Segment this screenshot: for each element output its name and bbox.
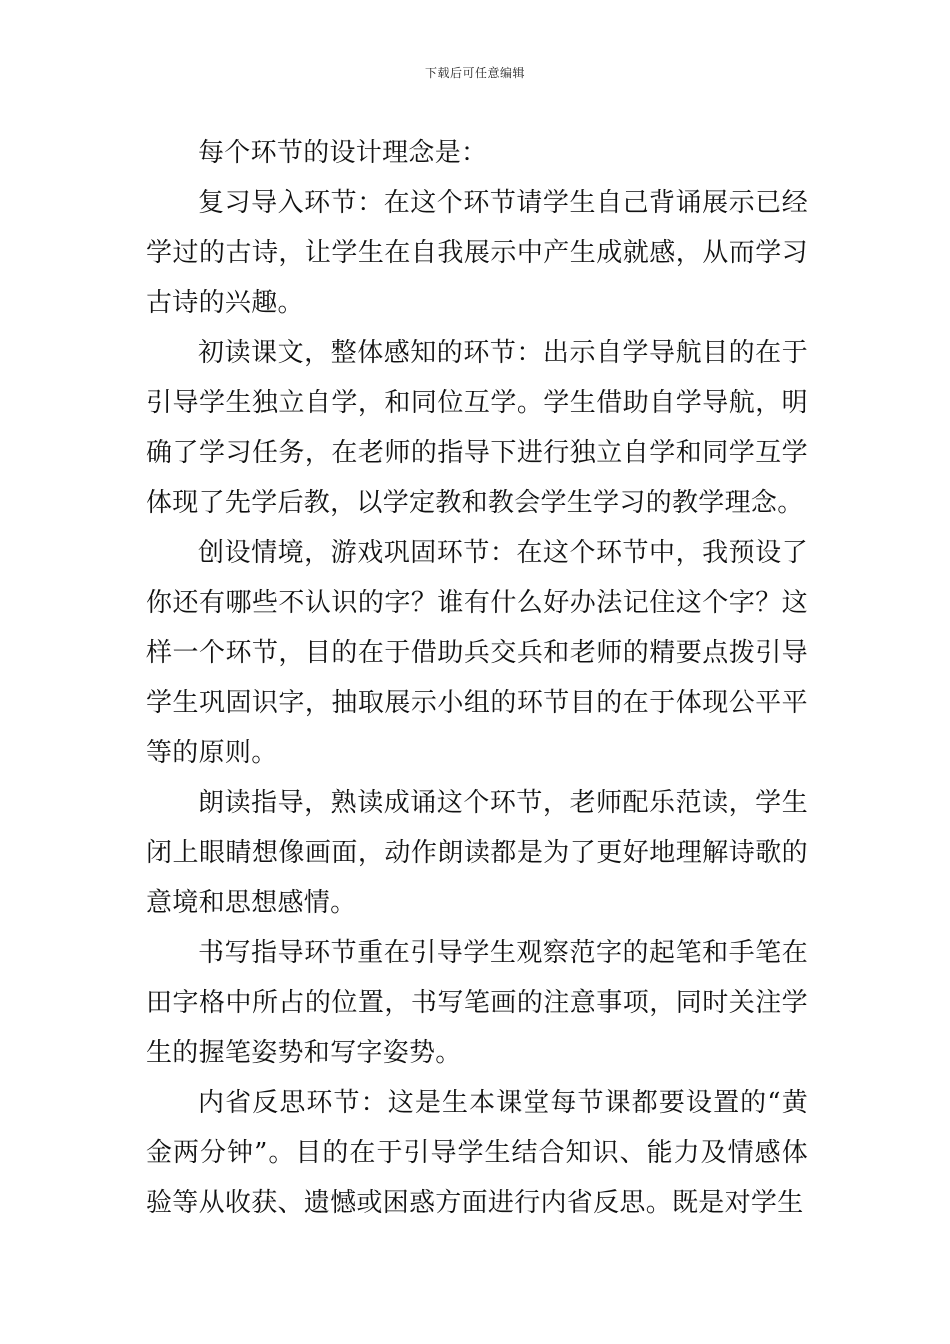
paragraph-review-intro: 复习导入环节：在这个环节请学生自己背诵展示已经学过的古诗，让学生在自我展示中产生成就感，从而学习古诗的兴趣。: [146, 188, 808, 318]
paragraph-situation-game: 创设情境，游戏巩固环节：在这个环节中，我预设了你还有哪些不认识的字？谁有什么好办法记住这个字？这样一个环节，目的在于借助兵交兵和老师的精要点拨引导学生巩固识字，抽取展示小组的环节目的在于体现公平平等的原则。: [146, 538, 808, 768]
paragraph-first-reading: 初读课文，整体感知的环节：出示自学导航目的在于引导学生独立自学，和同位互学。学生借助自学导航，明确了学习任务，在老师的指导下进行独立自学和同学互学体现了先学后教，以学定教和教会学生学习的教学理念。: [146, 338, 808, 518]
paragraph-reading-guidance: 朗读指导，熟读成诵这个环节，老师配乐范读，学生闭上眼睛想像画面，动作朗读都是为了更好地理解诗歌的意境和思想感情。: [146, 788, 808, 918]
paragraph-writing-guidance: 书写指导环节重在引导学生观察范字的起笔和手笔在田字格中所占的位置，书写笔画的注意事项，同时关注学生的握笔姿势和写字姿势。: [146, 938, 808, 1068]
page-header: 下载后可任意编辑: [424, 66, 525, 80]
paragraph-reflection: 内省反思环节：这是生本课堂每节课都要设置的“黄金两分钟”。目的在于引导学生结合知识、能力及情感体验等从收获、遗憾或困惑方面进行内省反思。既是对学生: [146, 1088, 808, 1218]
paragraph-design-concept-intro: 每个环节的设计理念是：: [198, 138, 488, 168]
document-body: [146, 128, 808, 1228]
